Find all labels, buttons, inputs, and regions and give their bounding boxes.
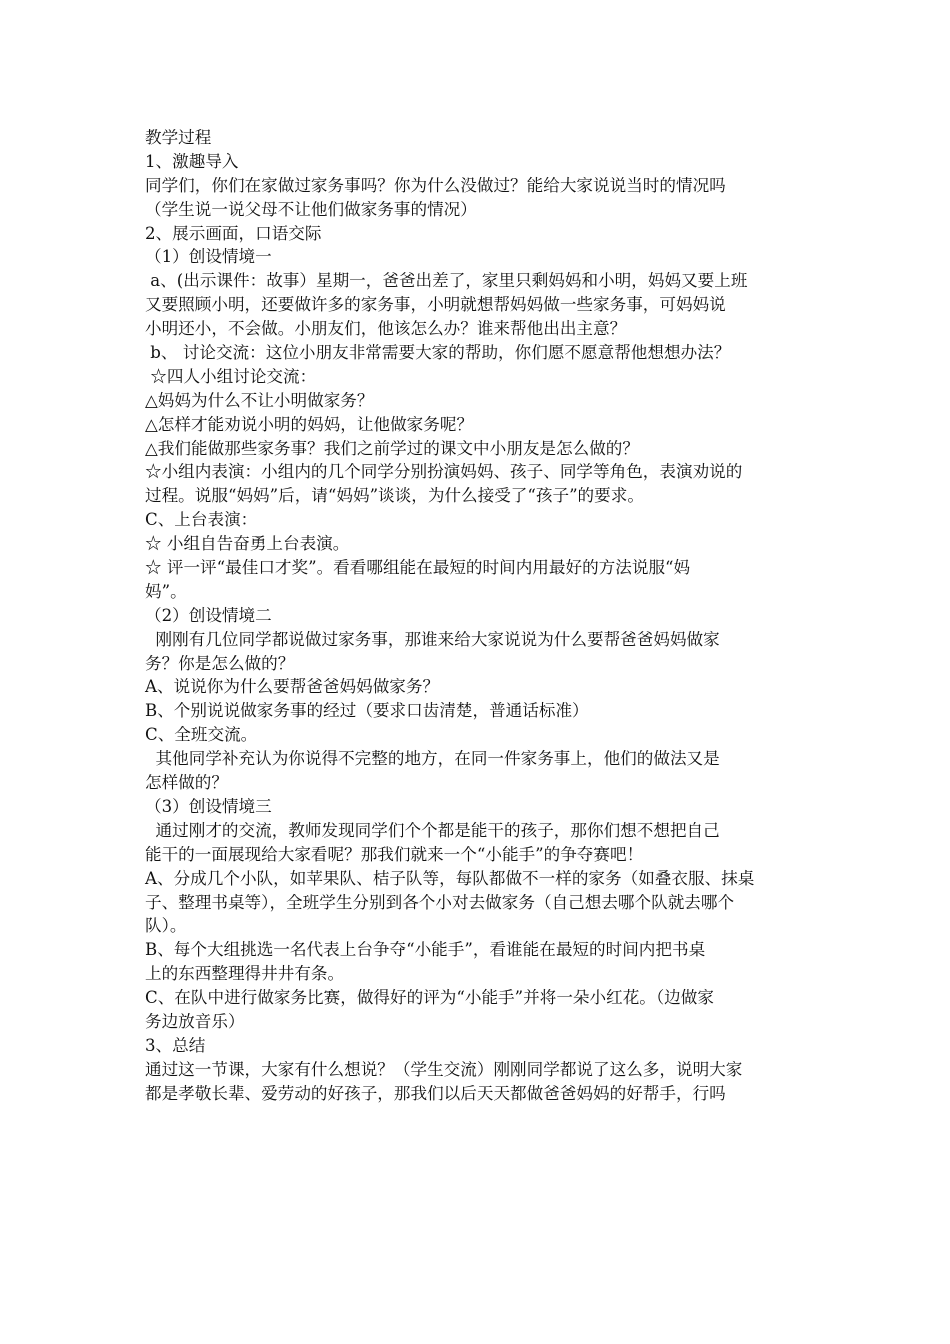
step-heading: 3、总结: [145, 1035, 206, 1055]
section-heading: 教学过程: [145, 128, 212, 147]
subsection-heading: （2）创设情境二: [145, 605, 272, 625]
subsection-heading: （3）创设情境三: [145, 796, 272, 816]
paragraph-line: C、上台表演：: [145, 510, 258, 530]
paragraph-line: 又要照顾小明，还要做许多的家务事，小明就想帮妈妈做一些家务事，可妈妈说: [145, 295, 726, 315]
paragraph-line: 都是孝敬长辈、爱劳动的好孩子，那我们以后天天都做爸爸妈妈的好帮手，行吗: [145, 1083, 726, 1103]
list-item: A、分成几个小队，如苹果队、桔子队等，每队都做不一样的家务（如叠衣服、抹桌: [145, 868, 755, 888]
list-item: 子、整理书桌等），全班学生分别到各个小对去做家务（自己想去哪个队就去哪个: [145, 892, 735, 912]
paragraph-line: 小明还小，不会做。小朋友们，他该怎么办？谁来帮他出出主意？: [145, 319, 627, 339]
list-item: △我们能做那些家务事？我们之前学过的课文中小朋友是怎么做的？: [145, 438, 639, 458]
paragraph-line: 通过刚才的交流，教师发现同学们个个都是能干的孩子，那你们想不想把自己: [145, 820, 720, 840]
subsection-heading: （1）创设情境一: [145, 247, 272, 267]
paragraph-line: 能干的一面展现给大家看呢？那我们就来一个“小能手”的争夺赛吧！: [145, 844, 644, 864]
list-item: 队）。: [145, 916, 187, 936]
list-item: C、全班交流。: [145, 725, 258, 745]
paragraph-line: b、 讨论交流：这位小朋友非常需要大家的帮助，你们愿不愿意帮他想想办法？: [145, 343, 731, 363]
step-heading: 1、激趣导入: [145, 151, 239, 171]
paragraph-line: 怎样做的？: [145, 773, 228, 793]
paragraph-line: 同学们，你们在家做过家务事吗？你为什么没做过？能给大家说说当时的情况吗: [145, 175, 726, 195]
list-item: A、说说你为什么要帮爸爸妈妈做家务？: [145, 677, 440, 697]
list-item: B、每个大组挑选一名代表上台争夺“小能手”，看谁能在最短的时间内把书桌: [145, 940, 706, 960]
paragraph-line: a、(出示课件：故事）星期一，爸爸出差了，家里只剩妈妈和小明，妈妈又要上班: [145, 271, 748, 291]
list-item: ☆ 评一评“最佳口才奖”。看看哪组能在最短的时间内用最好的方法说服“妈: [145, 558, 691, 578]
list-item: C、在队中进行做家务比赛，做得好的评为“小能手”并将一朵小红花。（边做家: [145, 988, 714, 1008]
list-item: ☆四人小组讨论交流：: [145, 366, 317, 386]
document-body: [145, 126, 815, 1106]
paragraph-line: 通过这一节课，大家有什么想说？（学生交流）刚刚同学都说了这么多，说明大家: [145, 1059, 743, 1079]
paragraph-line: 其他同学补充认为你说得不完整的地方，在同一件家务事上，他们的做法又是: [145, 749, 720, 769]
step-heading: 2、展示画面，口语交际: [145, 223, 322, 243]
paragraph-line: 妈”。: [145, 581, 187, 601]
paragraph-line: 刚刚有几位同学都说做过家务事，那谁来给大家说说为什么要帮爸爸妈妈做家: [145, 629, 720, 649]
list-item: B、个别说说做家务事的经过（要求口齿清楚，普通话标准）: [145, 701, 589, 721]
list-item: ☆ 小组自告奋勇上台表演。: [145, 534, 350, 554]
paragraph-line: 过程。说服“妈妈”后，请“妈妈”谈谈，为什么接受了“孩子”的要求。: [145, 486, 644, 506]
paragraph-line: ☆小组内表演：小组内的几个同学分别扮演妈妈、孩子、同学等角色，表演劝说的: [145, 462, 743, 482]
paragraph-line: 务？你是怎么做的？: [145, 653, 295, 673]
list-item: △怎样才能劝说小明的妈妈，让他做家务呢？: [145, 414, 474, 434]
list-item: △妈妈为什么不让小明做家务？: [145, 390, 374, 410]
list-item: 上的东西整理得井井有条。: [145, 964, 345, 984]
paragraph-line: （学生说一说父母不让他们做家务事的情况）: [145, 199, 477, 219]
list-item: 务边放音乐）: [145, 1011, 245, 1031]
